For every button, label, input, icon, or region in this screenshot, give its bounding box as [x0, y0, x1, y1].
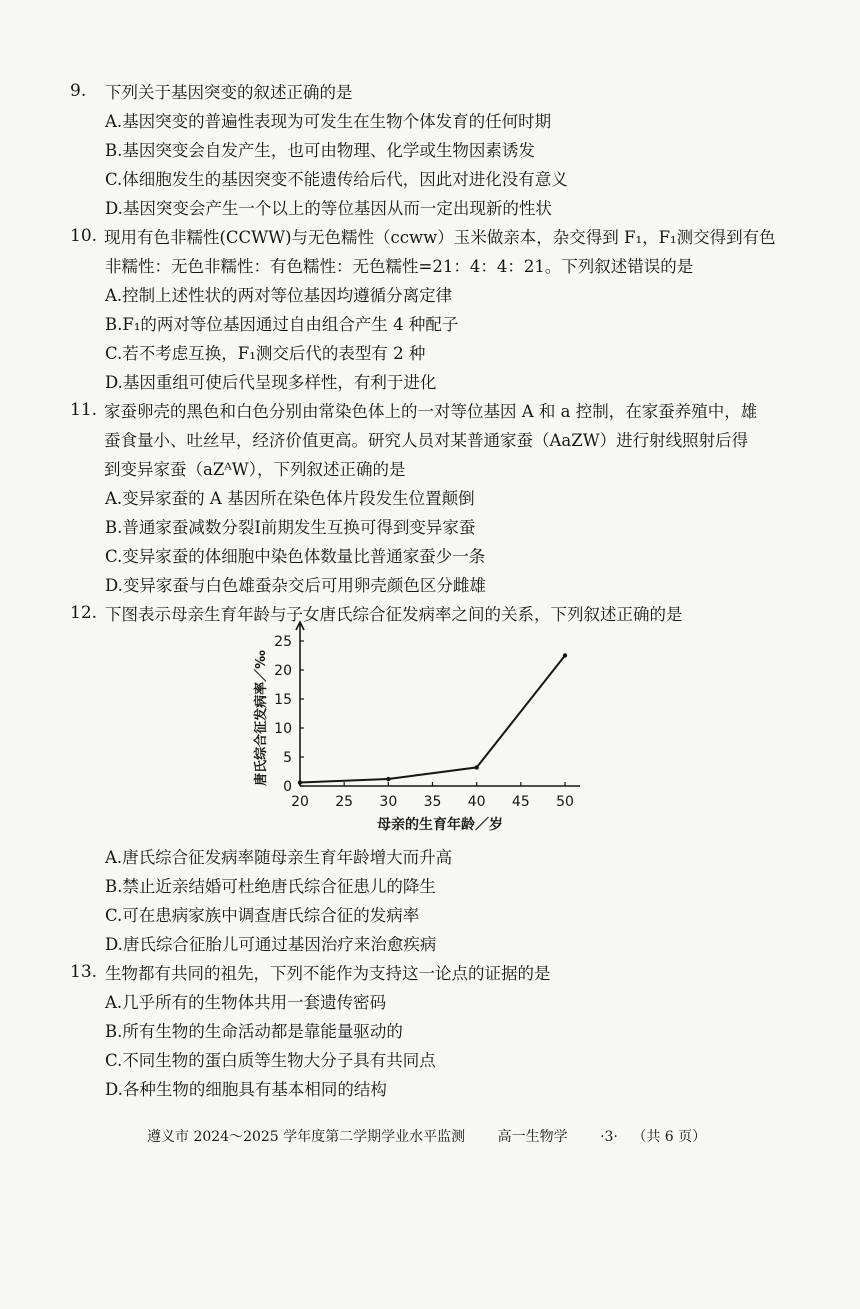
y-tick-label: 20: [274, 663, 292, 679]
question-stem-line-3: 到变异家蚕（aZᴬW），下列叙述正确的是: [104, 460, 406, 479]
option-b: B.禁止近亲结婚可杜绝唐氏综合征患儿的降生: [105, 877, 436, 896]
footer-page-number: ·3·: [600, 1129, 618, 1145]
y-tick-label: 15: [274, 692, 292, 708]
option-a: A.唐氏综合征发病率随母亲生育年龄增大而升高: [105, 848, 453, 867]
x-tick-label: 35: [423, 794, 442, 810]
y-tick-label: 5: [283, 750, 292, 766]
option-c: C.变异家蚕的体细胞中染色体数量比普通家蚕少一条: [105, 547, 486, 566]
data-point: [298, 780, 302, 784]
x-tick-label: 45: [511, 794, 530, 810]
question-stem-line-1: 现用有色非糯性(CCWW)与无色糯性（ccww）玉米做亲本，杂交得到 F₁，F₁测交得到有色: [104, 228, 776, 247]
question-number: 9.: [70, 81, 87, 101]
question-stem: 下列关于基因突变的叙述正确的是: [105, 83, 353, 102]
data-point: [563, 653, 567, 657]
question-stem-line-2: 蚕食量小、吐丝早，经济价值更高。研究人员对某普通家蚕（AaZW）进行射线照射后得: [104, 431, 749, 450]
x-tick-label: 20: [291, 794, 309, 810]
data-point: [474, 765, 478, 769]
option-b: B.所有生物的生命活动都是靠能量驱动的: [105, 1022, 403, 1041]
x-tick-label: 40: [467, 794, 486, 810]
footer-total-pages: （共 6 页）: [632, 1129, 707, 1145]
option-c: C.不同生物的蛋白质等生物大分子具有共同点: [105, 1051, 436, 1070]
option-b: B.F₁的两对等位基因通过自由组合产生 4 种配子: [105, 315, 459, 334]
option-d: D.唐氏综合征胎儿可通过基因治疗来治愈疾病: [105, 935, 437, 954]
y-tick-label: 25: [274, 634, 292, 650]
x-tick-label: 30: [379, 794, 398, 810]
y-tick-label: 0: [283, 779, 292, 795]
question-number: 12.: [70, 603, 98, 623]
option-c: C.可在患病家族中调查唐氏综合征的发病率: [105, 906, 420, 925]
chart-axes: [296, 622, 580, 786]
chart-ticks: [274, 634, 574, 810]
question-stem-line-1: 家蚕卵壳的黑色和白色分别由常染色体上的一对等位基因 A 和 a 控制，在家蚕养殖中，雄: [104, 402, 758, 421]
data-point: [386, 777, 390, 781]
chart-series: [298, 653, 567, 784]
option-d: D.变异家蚕与白色雄蚕杂交后可用卵壳颜色区分雌雄: [105, 576, 486, 595]
option-d: D.基因突变会产生一个以上的等位基因从而一定出现新的性状: [105, 199, 552, 218]
option-b: B.普通家蚕减数分裂Ⅰ前期发生互换可得到变异家蚕: [105, 518, 476, 537]
question-stem-line-2: 非糯性：无色非糯性：有色糯性：无色糯性=21：4：4：21。下列叙述错误的是: [105, 257, 694, 276]
incidence-line-chart: [240, 618, 600, 843]
footer-subject: 高一生物学: [497, 1129, 568, 1145]
y-axis-label: 唐氏综合征发病率／‰: [254, 650, 269, 786]
option-a: A.基因突变的普遍性表现为可发生在生物个体发育的任何时期: [105, 112, 552, 131]
series-line: [300, 656, 565, 783]
option-a: A.几乎所有的生物体共用一套遗传密码: [105, 993, 387, 1012]
option-a: A.控制上述性状的两对等位基因均遵循分离定律: [105, 286, 453, 305]
x-tick-label: 50: [556, 794, 574, 810]
option-d: D.各种生物的细胞具有基本相同的结构: [105, 1080, 387, 1099]
option-d: D.基因重组可使后代呈现多样性，有利于进化: [105, 373, 437, 392]
option-c: C.体细胞发生的基因突变不能遗传给后代，因此对进化没有意义: [105, 170, 568, 189]
option-b: B.基因突变会自发产生，也可由物理、化学或生物因素诱发: [105, 141, 535, 160]
x-tick-label: 25: [335, 794, 354, 810]
question-number: 13.: [70, 962, 98, 982]
y-tick-label: 10: [274, 721, 292, 737]
question-number: 11.: [70, 400, 98, 420]
page-footer: [147, 1126, 734, 1146]
option-c: C.若不考虑互换，F₁测交后代的表型有 2 种: [105, 344, 426, 363]
question-stem: 生物都有共同的祖先，下列不能作为支持这一论点的证据的是: [105, 964, 551, 983]
footer-exam-title: 遵义市 2024～2025 学年度第二学期学业水平监测: [147, 1129, 466, 1145]
question-stem: 下图表示母亲生育年龄与子女唐氏综合征发病率之间的关系，下列叙述正确的是: [105, 605, 683, 624]
option-a: A.变异家蚕的 A 基因所在染色体片段发生位置颠倒: [105, 489, 475, 508]
x-axis-label: 母亲的生育年龄／岁: [377, 817, 503, 833]
question-number: 10.: [70, 226, 98, 246]
